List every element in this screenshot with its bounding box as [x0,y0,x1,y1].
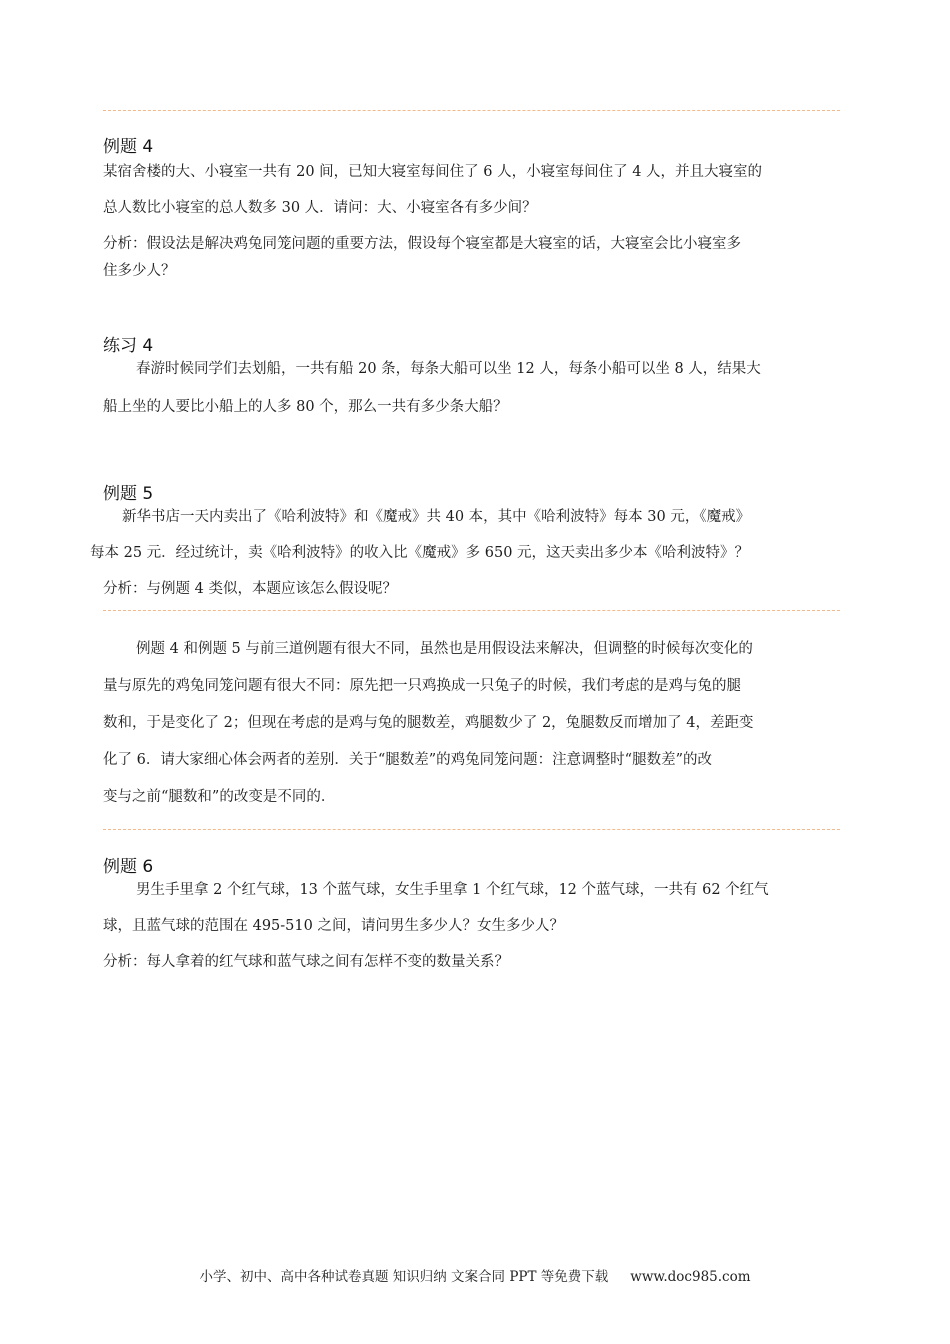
note-line-1: 例题 4 和例题 5 与前三道例题有很大不同，虽然也是用假设法来解决，但调整的时候每次变化的 [136,641,753,657]
example-4-analysis-line-2: 住多少人？ [103,263,176,279]
practice-4-line-1: 春游时候同学们去划船，一共有船 20 条，每条大船可以坐 12 人，每条小船可以坐 8 人，结果大 [136,361,761,377]
footer-site-link[interactable]: www.doc985.com [630,1269,751,1285]
note-line-2: 量与原先的鸡兔同笼问题有很大不同：原先把一只鸡换成一只兔子的时候，我们考虑的是鸡与兔的腿 [103,678,741,694]
example-4-line-1: 某宿舍楼的大、小寝室一共有 20 间，已知大寝室每间住了 6 人，小寝室每间住了 4 人，并且大寝室的 [103,164,763,180]
example-6-line-1: 男生手里拿 2 个红气球，13 个蓝气球，女生手里拿 1 个红气球，12 个蓝气球，一共有 62 个红气 [136,882,769,898]
example-5-analysis: 分析：与例题 4 类似，本题应该怎么假设呢？ [103,581,397,597]
example-6-line-2: 球，且蓝气球的范围在 495-510 之间，请问男生多少人？女生多少人？ [103,918,564,934]
example-4-analysis-line-1: 分析：假设法是解决鸡兔同笼问题的重要方法，假设每个寝室都是大寝室的话，大寝室会比小寝室多 [103,236,741,252]
divider-top [103,110,840,111]
page-footer [0,1265,950,1285]
practice-4-title: 练习 4 [103,336,154,356]
note-line-3: 数和，于是变化了 2；但现在考虑的是鸡与兔的腿数差，鸡腿数少了 2，兔腿数反而增加了 4，差距变 [103,715,754,731]
divider-middle [103,610,840,611]
example-4-line-2: 总人数比小寝室的总人数多 30 人．请问：大、小寝室各有多少间？ [103,200,537,216]
example-5-line-2: 每本 25 元．经过统计，卖《哈利波特》的收入比《魔戒》多 650 元，这天卖出多少本《哈利波特》？ [90,545,750,561]
note-line-4: 化了 6．请大家细心体会两者的差别．关于“腿数差”的鸡兔同笼问题：注意调整时“腿数差”的改 [103,752,712,768]
example-6-title: 例题 6 [103,857,154,877]
divider-lower [103,829,840,830]
example-5-title: 例题 5 [103,484,154,504]
practice-4-line-2: 船上坐的人要比小船上的人多 80 个，那么一共有多少条大船？ [103,399,508,415]
example-4-title: 例题 4 [103,137,154,157]
note-line-5: 变与之前“腿数和”的改变是不同的． [103,789,336,805]
footer-text: 小学、初中、高中各种试卷真题 知识归纳 文案合同 PPT 等免费下载 [199,1269,609,1285]
example-6-analysis: 分析：每人拿着的红气球和蓝气球之间有怎样不变的数量关系？ [103,954,509,970]
example-5-line-1: 新华书店一天内卖出了《哈利波特》和《魔戒》共 40 本，其中《哈利波特》每本 30 元，《魔戒》 [122,509,751,525]
